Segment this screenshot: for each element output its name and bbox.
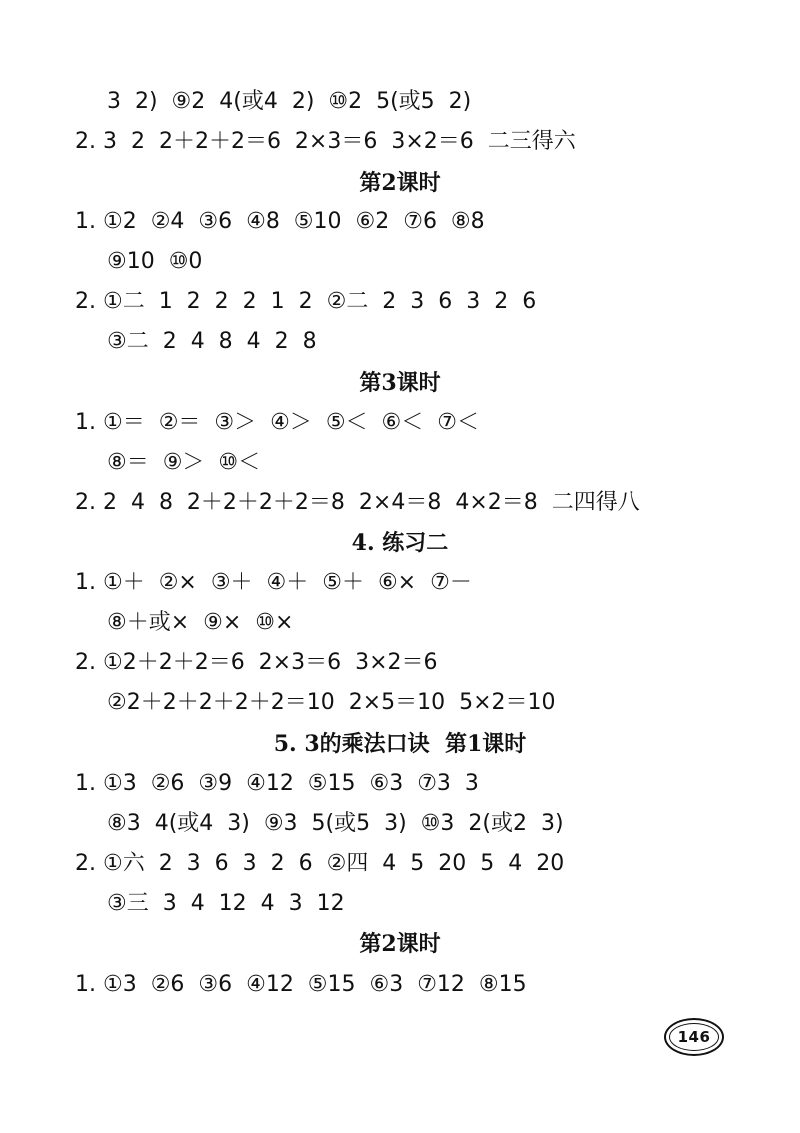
- answer-line: ③二 2 4 8 4 2 8: [107, 329, 317, 354]
- page-number-badge: [664, 1018, 724, 1056]
- answer-line: 3 2) ⑨2 4(或4 2) ⑩2 5(或5 2): [107, 89, 472, 114]
- answer-line: 1. ①2 ②4 ③6 ④8 ⑤10 ⑥2 ⑦6 ⑧8: [75, 209, 485, 234]
- section-heading: 5. 3的乘法口诀 第1课时: [273, 731, 527, 757]
- answer-line: ⑧＝ ⑨＞ ⑩＜: [107, 450, 261, 475]
- answer-line: 2. ①六 2 3 6 3 2 6 ②四 4 5 20 5 4 20: [75, 851, 565, 876]
- page-number: 146: [669, 1023, 719, 1051]
- answer-line: ②2＋2＋2＋2＋2＝10 2×5＝10 5×2＝10: [107, 690, 556, 715]
- section-heading: 第3课时: [359, 370, 441, 396]
- answer-line: ⑧3 4(或4 3) ⑨3 5(或5 3) ⑩3 2(或2 3): [107, 811, 564, 836]
- section-heading: 4. 练习二: [351, 530, 449, 556]
- answer-line: 1. ①＋ ②× ③＋ ④＋ ⑤＋ ⑥× ⑦－: [75, 570, 472, 595]
- section-heading: 第2课时: [359, 931, 441, 957]
- answer-line: 2. ①二 1 2 2 2 1 2 ②二 2 3 6 3 2 6: [75, 289, 537, 314]
- answer-line: 1. ①3 ②6 ③9 ④12 ⑤15 ⑥3 ⑦3 3: [75, 771, 479, 796]
- answer-line: 1. ①3 ②6 ③6 ④12 ⑤15 ⑥3 ⑦12 ⑧15: [75, 972, 527, 997]
- answer-line: ⑧＋或× ⑨× ⑩×: [107, 610, 294, 635]
- answer-line: 1. ①＝ ②＝ ③＞ ④＞ ⑤＜ ⑥＜ ⑦＜: [75, 410, 479, 435]
- answer-line: 2. 2 4 8 2＋2＋2＋2＝8 2×4＝8 4×2＝8 二四得八: [75, 490, 640, 515]
- answer-line: ③三 3 4 12 4 3 12: [107, 891, 345, 916]
- answer-line: 2. ①2＋2＋2＝6 2×3＝6 3×2＝6: [75, 650, 438, 675]
- answer-line: 2. 3 2 2＋2＋2＝6 2×3＝6 3×2＝6 二三得六: [75, 129, 576, 154]
- answer-line: ⑨10 ⑩0: [107, 249, 203, 274]
- section-heading: 第2课时: [359, 170, 441, 196]
